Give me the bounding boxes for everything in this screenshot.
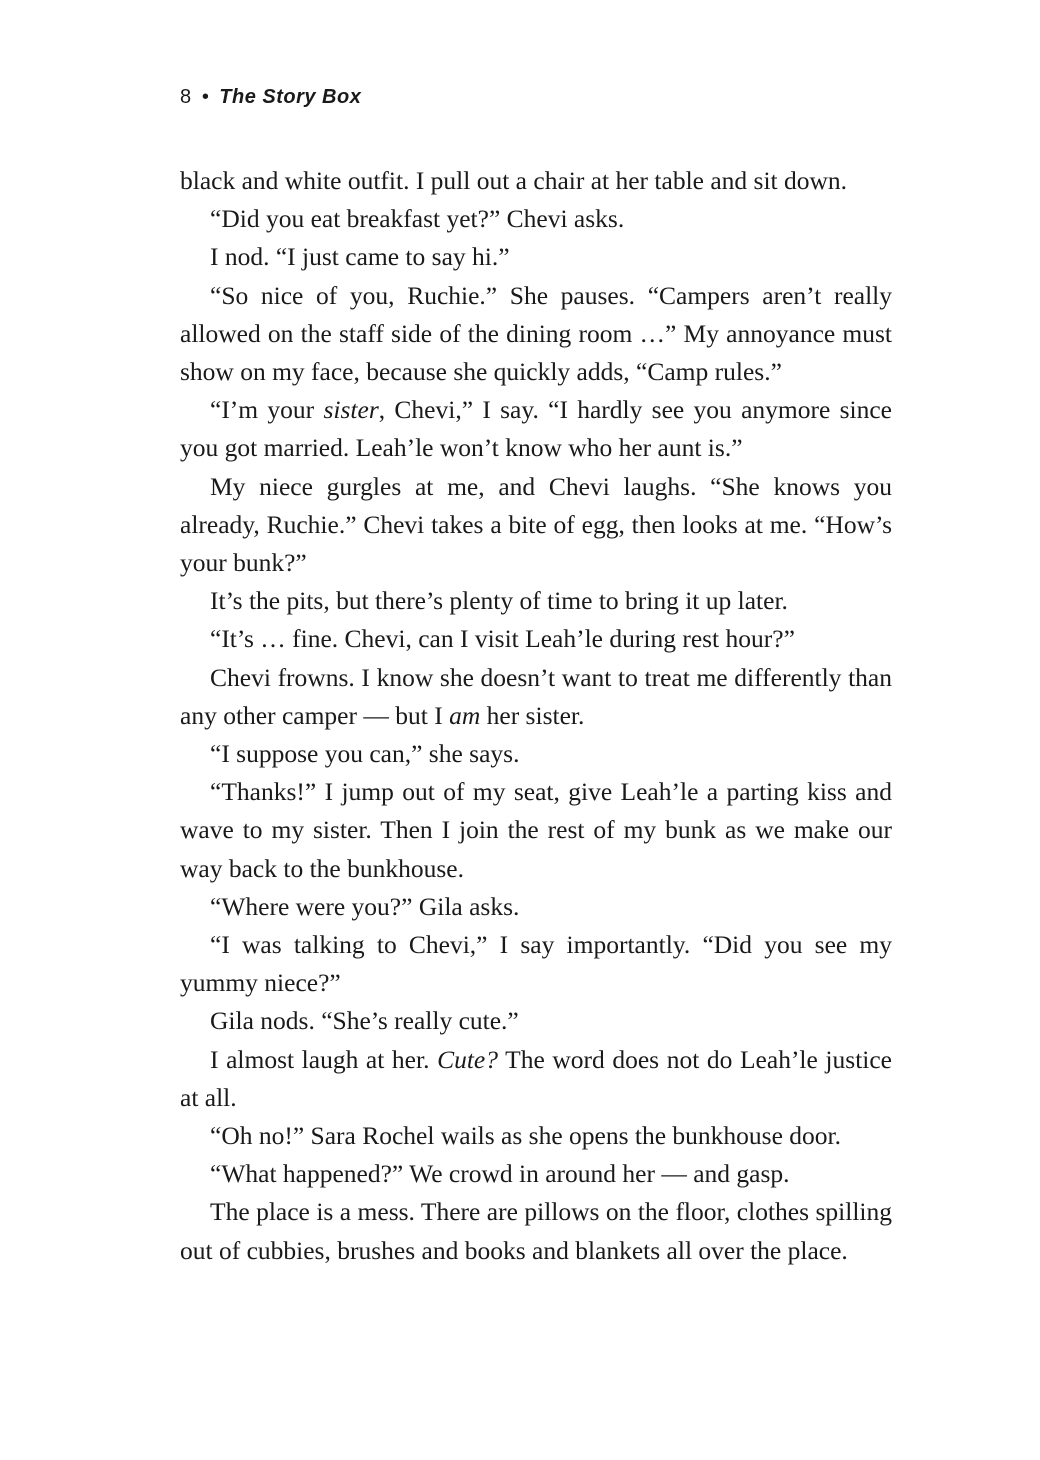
book-title: The Story Box [219,86,362,108]
text-run: Gila nods. “She’s really cute.” [210,1006,519,1036]
emphasis-text: am [449,700,481,730]
text-run: “I was talking to Chevi,” I say importantly. “Did you see my yummy niece?” [180,930,892,998]
text-run: “What happened?” We crowd in around her — and gasp. [210,1159,790,1189]
text-run: “It’s … fine. Chevi, can I visit Leah’le during rest hour?” [210,624,795,654]
text-run: black and white outfit. I pull out a chair at her table and sit down. [180,166,848,195]
paragraph [180,1117,892,1155]
text-run: “Oh no!” Sara Rochel wails as she opens the bunkhouse door. [210,1121,841,1151]
paragraph [180,1002,892,1040]
text-run: “So nice of you, Ruchie.” She pauses. “Campers aren’t really allowed on the staff side of the dining room …” My annoyance must show on my face, because she quickly adds, “Camp rules.” [180,280,892,387]
text-run: My niece gurgles at me, and Chevi laughs. “She knows you already, Ruchie.” Chevi takes a bite of egg, then looks at me. “How’s your bunk?” [180,471,892,578]
paragraph [180,735,892,773]
emphasis-text: sister [323,395,379,425]
paragraph [180,926,892,1002]
paragraph [180,773,892,888]
body-text [180,162,892,1270]
text-run: “Did you eat breakfast yet?” Chevi asks. [210,204,625,234]
header-separator: • [201,86,210,108]
text-run: I nod. “I just came to say hi.” [210,242,510,272]
text-run: “I suppose you can,” she says. [210,739,520,769]
paragraph [180,1041,892,1117]
text-run: The place is a mess. There are pillows on the floor, clothes spilling out of cubbies, brushes and books and blankets all over the place. [180,1197,892,1265]
paragraph [180,468,892,583]
paragraph [180,620,892,658]
text-run: It’s the pits, but there’s plenty of time to bring it up later. [210,586,788,616]
paragraph [180,238,892,276]
text-run: I almost laugh at her. [210,1044,438,1074]
emphasis-text: Cute? [437,1044,498,1074]
paragraph [180,277,892,392]
paragraph [180,659,892,735]
text-run: “Thanks!” I jump out of my seat, give Leah’le a parting kiss and wave to my sister. Then I join the rest of my bunk as we make our way back to the bunkhouse. [180,777,892,883]
paragraph [180,582,892,620]
paragraph [180,391,892,467]
page-number: 8 [180,86,192,108]
paragraph [180,1155,892,1193]
text-run: Chevi frowns. I know she doesn’t want to treat me differently than any other camper — but I [180,662,892,730]
text-run: “I’m your [210,395,324,425]
paragraph [180,162,892,200]
running-head [180,86,361,109]
paragraph [180,200,892,238]
text-run: , Chevi,” I say. “I hardly see you anymore since you got married. Leah’le won’t know who her aunt is.” [180,395,892,463]
text-run: “Where were you?” Gila asks. [210,891,520,921]
paragraph [180,1193,892,1269]
paragraph [180,888,892,926]
text-run: The word does not do Leah’le justice at all. [180,1044,892,1112]
text-run: her sister. [480,700,585,730]
